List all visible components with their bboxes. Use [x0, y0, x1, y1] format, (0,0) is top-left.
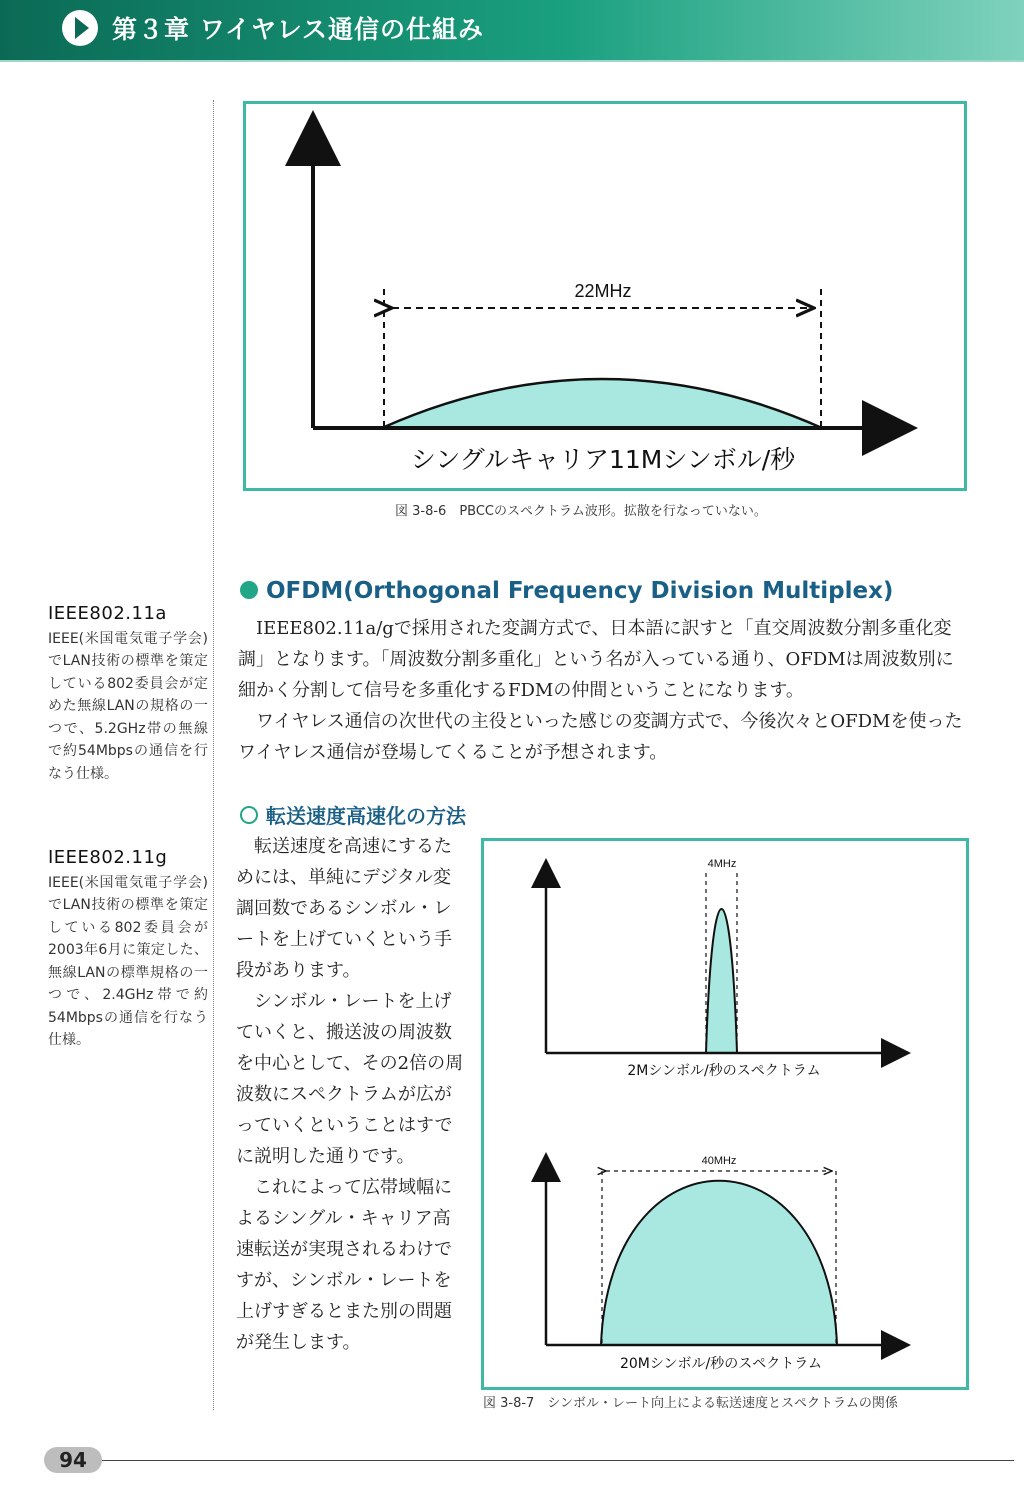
bottom-axis-label: 20Mシンボル/秒のスペクトラム [619, 1356, 823, 1372]
paragraph: これによって広帯域幅によるシングル・キャリア高速転送が実現されるわけですが、シンボル・レートを上げすぎるとまた別の問題が発生します。 [236, 1177, 452, 1353]
narrow-spectrum [706, 909, 737, 1053]
chapter-title: 第３章 ワイヤレス通信の仕組み [112, 15, 484, 44]
x-axis-label: シングルキャリア11Mシンボル/秒 [410, 445, 796, 474]
sidebar-term: IEEE802.11a [48, 603, 167, 624]
sidebar-term: IEEE802.11g [48, 847, 168, 868]
sidebar-text: IEEE(米国電気電子学会)でLAN技術の標準を策定している802委員会が定めた無線LANの規格の一つで、5.2GHz帯の無線で約54Mbpsの通信を行なう仕様。 [48, 630, 208, 782]
bandwidth-label: 22MHz [574, 281, 632, 301]
section-heading-ofdm [240, 578, 893, 604]
column-divider [213, 100, 214, 1410]
footer-divider [102, 1460, 1014, 1461]
spectrum-curve [382, 379, 822, 428]
page-number: 94 [44, 1447, 102, 1473]
header-divider [0, 60, 1024, 62]
heading-text: OFDM(Orthogonal Frequency Division Multiplex) [266, 578, 894, 604]
spectrum-diagram [246, 104, 964, 488]
sidebar-text: IEEE(米国電気電子学会)でLAN技術の標準を策定している802委員会が2003年6月に策定した、無線LANの標準規格の一つで、2.4GHz帯で約54Mbpsの通信を行なう仕様。 [48, 874, 208, 1048]
bullet-ring-icon [240, 806, 258, 824]
figure-pbcc-spectrum [243, 101, 967, 491]
sidebar-note-11g [48, 847, 208, 1052]
ofdm-body [238, 613, 964, 768]
top-axis-label: 2Mシンボル/秒のスペクトラム [627, 1063, 821, 1079]
paragraph: シンボル・レートを上げていくと、搬送波の周波数を中心として、その2倍の周波数にスペクトラムが広がっていくということはすでに説明した通りです。 [236, 991, 464, 1167]
section-heading-speed [240, 800, 466, 829]
figure1-caption: 図 3-8-6 PBCCのスペクトラム波形。拡散を行なっていない。 [395, 504, 767, 519]
bottom-bandwidth-label: 40MHz [701, 1155, 737, 1167]
chapter-header [0, 0, 1024, 60]
paragraph: ワイヤレス通信の次世代の主役といった感じの変調方式で、今後次々とOFDMを使ったワイヤレス通信が登場してくることが予想されます。 [238, 711, 963, 763]
figure-symbol-rate [481, 838, 969, 1390]
bullet-dot-icon [240, 581, 258, 599]
chevron-right-icon [60, 8, 100, 48]
sidebar-note-11a [48, 603, 208, 785]
figure2-caption: 図 3-8-7 シンボル・レート向上による転送速度とスペクトラムの関係 [483, 1396, 898, 1411]
heading-text: 転送速度高速化の方法 [266, 804, 466, 828]
top-bandwidth-label: 4MHz [707, 858, 737, 870]
wide-spectrum [601, 1181, 837, 1345]
speed-body [236, 831, 466, 1358]
paragraph: 転送速度を高速にするためには、単純にデジタル変調回数であるシンボル・レートを上げていくという手段があります。 [236, 836, 452, 981]
spectrum-comparison-diagram [484, 841, 966, 1387]
paragraph: IEEE802.11a/gで採用された変調方式で、日本語に訳すと「直交周波数分割多重化変調」となります。「周波数分割多重化」という名が入っている通り、OFDMは周波数別に細かく分割して信号を多重化するFDMの仲間ということになります。 [238, 618, 954, 701]
